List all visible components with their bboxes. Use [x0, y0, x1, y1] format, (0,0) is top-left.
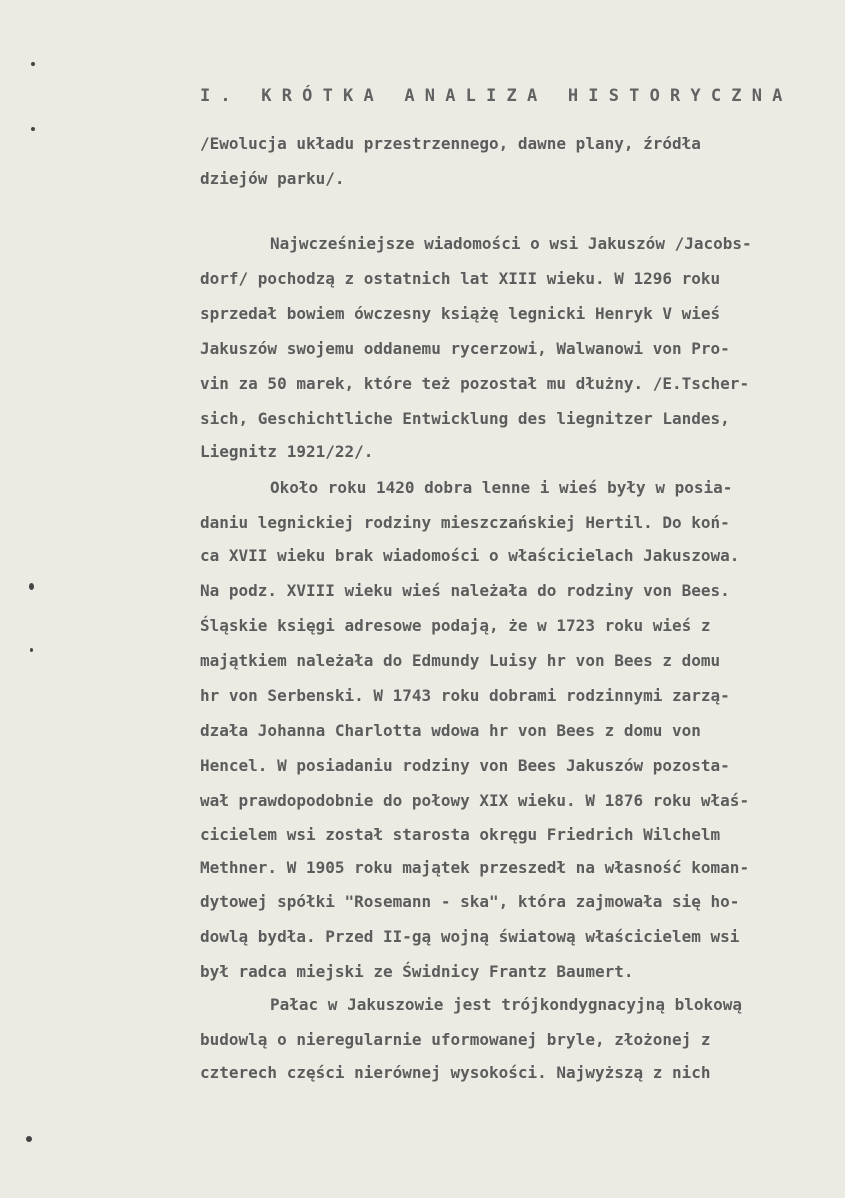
text-line: dowlą bydła. Przed II-gą wojną światową właścicielem wsi	[200, 927, 740, 946]
text-line: Pałac w Jakuszowie jest trójkondygnacyjną blokową	[270, 995, 743, 1014]
subtitle-line: /Ewolucja układu przestrzennego, dawne plany, źródła	[200, 134, 701, 153]
text-line: vin za 50 marek, które też pozostał mu dłużny. /E.Tscher-	[200, 374, 750, 393]
subtitle-line: dziejów parku/.	[200, 169, 345, 188]
text-line: hr von Serbenski. W 1743 roku dobrami rodzinnymi zarzą-	[200, 686, 730, 705]
text-line: dytowej spółki "Rosemann - ska", która zajmowała się ho-	[200, 892, 740, 911]
margin-mark	[31, 62, 35, 66]
margin-mark	[30, 648, 33, 652]
text-line: dzała Johanna Charlotta wdowa hr von Bees z domu von	[200, 721, 701, 740]
text-line: czterech części nierównej wysokości. Najwyższą z nich	[200, 1063, 711, 1082]
text-line: Jakuszów swojemu oddanemu rycerzowi, Walwanowi von Pro-	[200, 339, 730, 358]
text-line: Hencel. W posiadaniu rodziny von Bees Jakuszów pozosta-	[200, 756, 730, 775]
text-line: Methner. W 1905 roku majątek przeszedł na własność koman-	[200, 858, 750, 877]
text-line: Na podz. XVIII wieku wieś należała do rodziny von Bees.	[200, 581, 730, 600]
text-line: cicielem wsi został starosta okręgu Friedrich Wilchelm	[200, 825, 721, 844]
text-line: ca XVII wieku brak wiadomości o właścicielach Jakuszowa.	[200, 546, 740, 565]
document-heading: I. KRÓTKA ANALIZA HISTORYCZNA	[200, 86, 793, 106]
text-line: Liegnitz 1921/22/.	[200, 442, 374, 461]
text-line: Około roku 1420 dobra lenne i wieś były w posia-	[270, 478, 733, 497]
text-line: Najwcześniejsze wiadomości o wsi Jakuszów /Jacobs-	[270, 234, 752, 253]
text-line: Śląskie księgi adresowe podają, że w 1723 roku wieś z	[200, 616, 711, 635]
margin-mark	[29, 583, 34, 590]
text-line: majątkiem należała do Edmundy Luisy hr von Bees z domu	[200, 651, 721, 670]
text-line: był radca miejski ze Świdnicy Frantz Baumert.	[200, 962, 634, 981]
text-line: sich, Geschichtliche Entwicklung des liegnitzer Landes,	[200, 409, 730, 428]
text-line: daniu legnickiej rodziny mieszczańskiej Hertil. Do koń-	[200, 513, 730, 532]
text-line: budowlą o nieregularnie uformowanej bryle, złożonej z	[200, 1030, 711, 1049]
margin-mark	[31, 127, 35, 131]
margin-mark	[26, 1136, 32, 1142]
text-line: wał prawdopodobnie do połowy XIX wieku. W 1876 roku właś-	[200, 791, 750, 810]
text-line: dorf/ pochodzą z ostatnich lat XIII wieku. W 1296 roku	[200, 269, 721, 288]
text-line: sprzedał bowiem ówczesny książę legnicki Henryk V wieś	[200, 304, 721, 323]
